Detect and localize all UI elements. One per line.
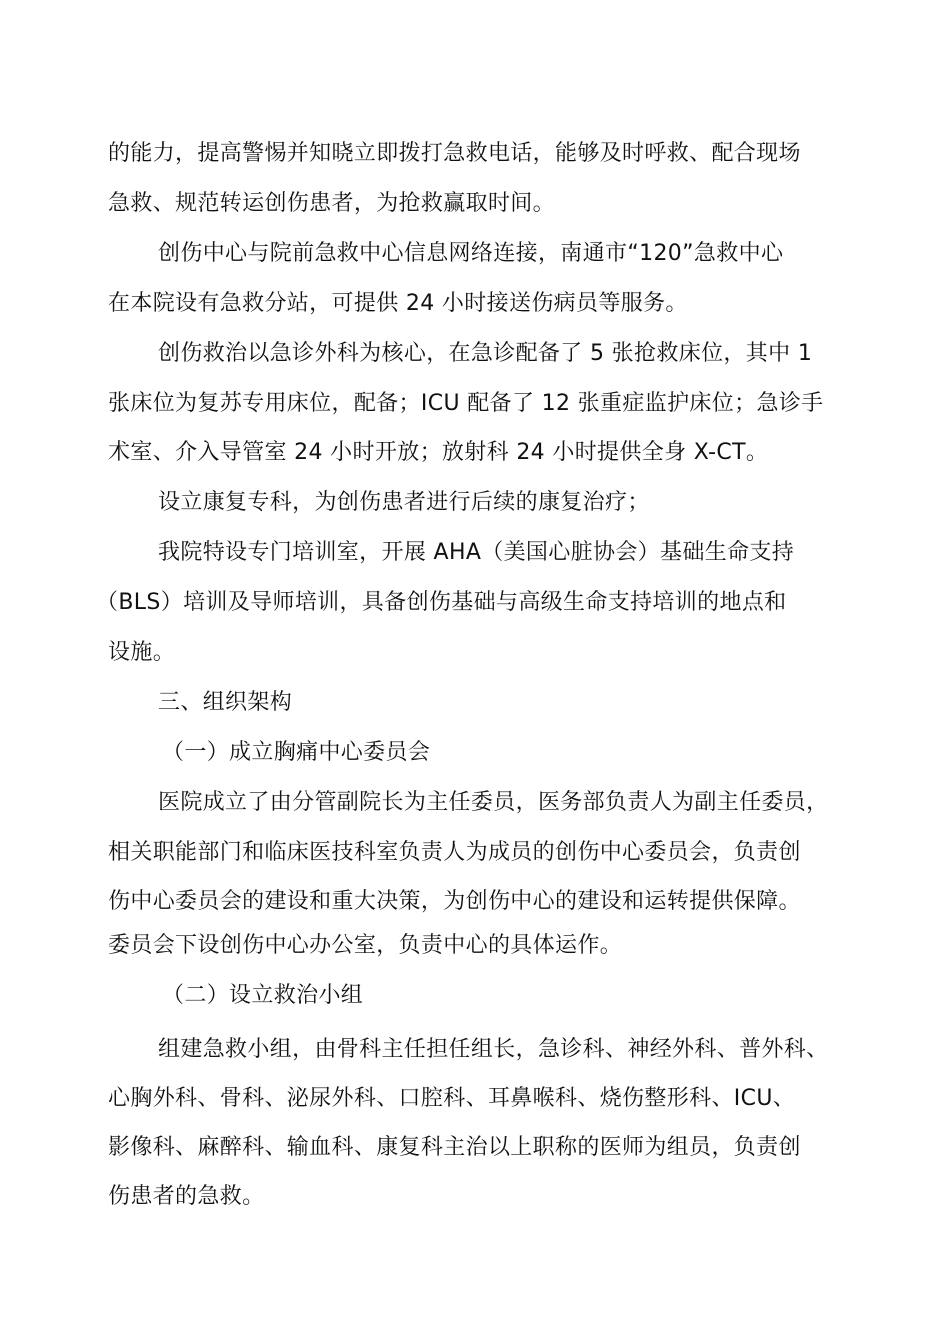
text-line: 伤中心委员会的建设和重大决策，为创伤中心的建设和运转提供保障。 <box>108 889 801 914</box>
text-line: 影像科、麻醉科、输血科、康复科主治以上职称的医师为组员，负责创 <box>108 1135 801 1160</box>
text-line: 术室、介入导管室 24 小时开放；放射科 24 小时提供全身 X-CT。 <box>108 440 769 465</box>
text-line: 张床位为复苏专用床位，配备；ICU 配备了 12 张重症监护床位；急诊手 <box>108 391 824 416</box>
paragraph-start: 组建急救小组，由骨科主任担任组长，急诊科、神经外科、普外科、 <box>158 1037 829 1062</box>
paragraph-start: 医院成立了由分管副院长为主任委员，医务部负责人为副主任委员， <box>158 790 829 815</box>
paragraph-start: 创伤中心与院前急救中心信息网络连接，南通市“120”急救中心 <box>158 241 784 266</box>
paragraph-start: 创伤救治以急诊外科为核心，在急诊配备了 5 张抢救床位，其中 1 <box>158 341 813 366</box>
subsection-heading: （一）成立胸痛中心委员会 <box>162 740 431 765</box>
text-line: 心胸外科、骨科、泌尿外科、口腔科、耳鼻喉科、烧伤整形科、ICU、 <box>108 1086 796 1111</box>
text-line: 在本院设有急救分站，可提供 24 小时接送伤病员等服务。 <box>108 291 688 316</box>
text-line: 设施。 <box>108 640 176 665</box>
subsection-heading: （二）设立救治小组 <box>162 983 364 1008</box>
text-line: 相关职能部门和临床医技科室负责人为成员的创伤中心委员会，负责创 <box>108 840 801 865</box>
paragraph-start: 设立康复专科，为创伤患者进行后续的康复治疗； <box>158 490 650 515</box>
text-line: 急救、规范转运创伤患者，为抢救赢取时间。 <box>108 191 556 216</box>
section-heading: 三、组织架构 <box>158 690 293 715</box>
text-line: 的能力，提高警惕并知晓立即拨打急救电话，能够及时呼救、配合现场 <box>108 141 801 166</box>
text-line: 伤患者的急救。 <box>108 1184 265 1209</box>
paragraph-start: 我院特设专门培训室，开展 AHA（美国心脏协会）基础生命支持 <box>158 540 795 565</box>
text-line: 委员会下设创伤中心办公室，负责中心的具体运作。 <box>108 933 623 958</box>
text-line: （BLS）培训及导师培训，具备创伤基础与高级生命支持培训的地点和 <box>96 590 787 615</box>
